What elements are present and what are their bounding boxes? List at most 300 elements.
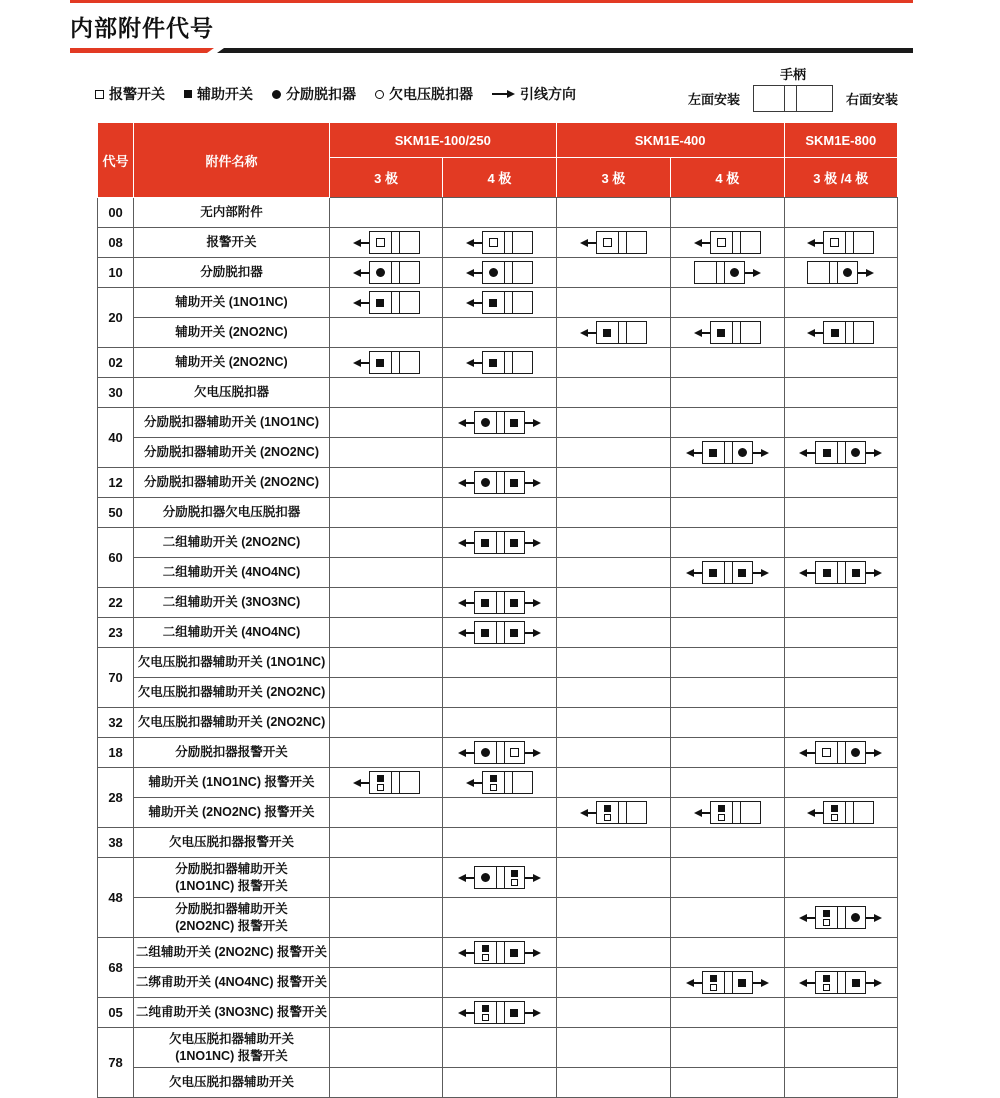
diagram-cell-3	[671, 678, 784, 708]
code-cell: 32	[98, 708, 134, 738]
diagram-cell-0	[329, 528, 442, 558]
breaker-box	[596, 321, 647, 344]
arrow-shaft	[694, 452, 702, 454]
arrow-head	[694, 239, 702, 247]
code-cell: 78	[98, 1028, 134, 1098]
box-cell-left	[816, 562, 837, 583]
arrow-head	[686, 449, 694, 457]
arrow-head	[458, 1009, 466, 1017]
lead-arrow-right-icon	[525, 629, 541, 637]
arrow-head	[761, 979, 769, 987]
table-row	[98, 1028, 898, 1068]
table-row	[98, 438, 898, 468]
arrow-head	[533, 599, 541, 607]
diagram-cell-1	[443, 618, 556, 648]
accessory-position-diagram	[458, 471, 541, 494]
table-row	[98, 898, 898, 938]
diagram-cell-3	[671, 618, 784, 648]
box-cell-left	[711, 322, 732, 343]
box-cell-right	[854, 322, 873, 343]
box-cell-left	[597, 802, 618, 823]
accessory-name-line: 无内部附件	[200, 205, 263, 220]
arrow-shaft	[492, 93, 507, 95]
arrow-head	[874, 449, 882, 457]
symbol-alarm-icon	[489, 238, 498, 247]
box-cell-right	[513, 772, 532, 793]
box-cell-right	[733, 972, 752, 993]
symbol-aux-icon	[184, 90, 192, 98]
symbol-alarm-icon	[830, 238, 839, 247]
diagram-cell-4	[784, 828, 897, 858]
symbol-alarm-icon	[95, 90, 104, 99]
symbol-aux-icon	[481, 599, 489, 607]
breaker-box	[702, 561, 753, 584]
box-cell-left	[475, 867, 496, 888]
box-cell-middle	[618, 802, 627, 823]
accessory-position-diagram	[353, 231, 420, 254]
arrow-shaft	[807, 917, 815, 919]
accessory-name-line: 分励脱扣器	[200, 265, 263, 280]
accessory-name-cell	[134, 618, 330, 648]
accessory-name-cell	[134, 678, 330, 708]
diagram-cell-4	[784, 618, 897, 648]
lead-arrow-right-icon	[866, 979, 882, 987]
lead-arrow-left-icon	[466, 269, 482, 277]
alarm-square-icon	[823, 919, 830, 926]
legend-item-arrow	[492, 84, 576, 104]
box-cell-right	[505, 592, 524, 613]
code-cell: 02	[98, 348, 134, 378]
box-cell-middle	[391, 352, 400, 373]
accessory-name-cell	[134, 378, 330, 408]
accessory-name-line: 二组辅助开关 (2NO2NC)	[162, 535, 301, 550]
diagram-cell-3	[671, 828, 784, 858]
box-cell-middle	[496, 942, 505, 963]
code-cell: 30	[98, 378, 134, 408]
diagram-cell-2	[556, 228, 670, 258]
aux-square-icon	[823, 975, 830, 982]
symbol-shunt-icon	[481, 418, 490, 427]
box-cell-left	[483, 262, 504, 283]
table-row	[98, 678, 898, 708]
lead-arrow-left-icon	[466, 239, 482, 247]
diagram-cell-0	[329, 378, 442, 408]
table-row	[98, 558, 898, 588]
diagram-cell-3	[671, 588, 784, 618]
diagram-cell-2	[556, 348, 670, 378]
code-cell: 12	[98, 468, 134, 498]
accessory-position-diagram	[694, 321, 761, 344]
arrow-shaft	[815, 812, 823, 814]
box-cell-middle	[845, 232, 854, 253]
diagram-cell-3	[671, 498, 784, 528]
arrow-shaft	[466, 752, 474, 754]
accessory-name-line: (2NO2NC) 报警开关	[175, 918, 288, 933]
arrow-shaft	[815, 332, 823, 334]
box-cell-left	[824, 322, 845, 343]
box-cell-right	[741, 802, 760, 823]
symbol-aux-icon	[717, 329, 725, 337]
box-cell-left	[816, 442, 837, 463]
box-cell-left	[475, 1002, 496, 1023]
symbol-auxalarm-icon	[718, 805, 725, 821]
diagram-cell-4	[784, 348, 897, 378]
arrow-head	[874, 569, 882, 577]
diagram-cell-1	[443, 348, 556, 378]
symbol-shunt-icon	[851, 913, 860, 922]
table-row	[98, 588, 898, 618]
box-cell-left	[711, 232, 732, 253]
box-cell-middle	[391, 262, 400, 283]
breaker-box	[702, 971, 753, 994]
lead-arrow-left-icon	[799, 979, 815, 987]
diagram-cell-3	[671, 898, 784, 938]
breaker-box	[807, 261, 858, 284]
box-cell-right	[741, 232, 760, 253]
diagram-cell-4	[784, 468, 897, 498]
lead-arrow-left-icon	[799, 914, 815, 922]
diagram-cell-0	[329, 798, 442, 828]
accessory-position-diagram	[580, 321, 647, 344]
box-cell-right	[846, 442, 865, 463]
accessory-name-cell	[134, 408, 330, 438]
diagram-cell-3	[671, 998, 784, 1028]
header-row-1	[98, 123, 898, 158]
symbol-aux-icon	[510, 479, 518, 487]
arrow-head	[753, 269, 761, 277]
arrow-head	[458, 599, 466, 607]
box-cell-right	[505, 412, 524, 433]
box-cell-left	[475, 412, 496, 433]
accessory-position-diagram	[694, 261, 761, 284]
diagram-cell-4	[784, 198, 897, 228]
arrow-head	[458, 479, 466, 487]
box-cell-left	[475, 592, 496, 613]
box-cell-middle	[845, 322, 854, 343]
diagram-cell-3	[671, 408, 784, 438]
aux-square-icon	[377, 775, 384, 782]
arrow-head	[533, 479, 541, 487]
accessory-position-diagram	[807, 321, 874, 344]
symbol-auxalarm-icon	[490, 775, 497, 791]
arrow-shaft	[525, 482, 533, 484]
box-cell-right	[627, 802, 646, 823]
alarm-square-icon	[490, 784, 497, 791]
arrow-shaft	[474, 242, 482, 244]
box-cell-middle	[504, 262, 513, 283]
lead-arrow-left-icon	[458, 629, 474, 637]
arrow-shaft	[702, 812, 710, 814]
box-cell-left	[475, 532, 496, 553]
accessory-name-cell	[134, 998, 330, 1028]
lead-arrow-right-icon	[753, 979, 769, 987]
arrow-shaft	[525, 877, 533, 879]
diagram-cell-0	[329, 618, 442, 648]
diagram-cell-1	[443, 318, 556, 348]
diagram-cell-3	[671, 768, 784, 798]
table-row	[98, 288, 898, 318]
lead-arrow-left-icon	[458, 749, 474, 757]
breaker-box	[474, 591, 525, 614]
lead-arrow-right-icon	[866, 914, 882, 922]
accessory-name-line: 分励脱扣器辅助开关	[175, 902, 288, 917]
code-cell: 08	[98, 228, 134, 258]
box-cell-left	[816, 742, 837, 763]
accessory-name-line: (1NO1NC) 报警开关	[175, 1048, 288, 1063]
accessory-name-line: 分励脱扣器辅助开关 (1NO1NC)	[143, 415, 319, 430]
arrow-shaft	[753, 572, 761, 574]
diagram-cell-2	[556, 318, 670, 348]
code-cell: 10	[98, 258, 134, 288]
lead-arrow-right-icon	[525, 539, 541, 547]
box-cell-left	[597, 322, 618, 343]
breaker-box	[474, 471, 525, 494]
box-cell-left	[597, 232, 618, 253]
breaker-box	[710, 321, 761, 344]
lead-arrow-left-icon	[807, 239, 823, 247]
accessory-position-diagram	[807, 261, 874, 284]
box-cell-middle	[837, 442, 846, 463]
table-row	[98, 738, 898, 768]
diagram-cell-2	[556, 708, 670, 738]
arrow-shaft	[525, 602, 533, 604]
accessory-position-diagram	[799, 971, 882, 994]
diagram-cell-2	[556, 828, 670, 858]
breaker-box	[369, 231, 420, 254]
arrow-shaft	[474, 362, 482, 364]
lead-arrow-left-icon	[458, 599, 474, 607]
box-cell-middle	[504, 232, 513, 253]
diagram-cell-2	[556, 618, 670, 648]
box-cell-right	[513, 262, 532, 283]
diagram-cell-0	[329, 738, 442, 768]
arrow-head	[874, 914, 882, 922]
arrow-shaft	[702, 332, 710, 334]
arrow-head	[458, 749, 466, 757]
arrow-shaft	[866, 752, 874, 754]
accessory-position-diagram	[353, 351, 420, 374]
diagram-cell-0	[329, 498, 442, 528]
diagram-cell-0	[329, 288, 442, 318]
handle-title: 手柄	[779, 67, 806, 82]
arrow-shaft	[474, 302, 482, 304]
arrow-head	[533, 749, 541, 757]
arrow-head	[458, 419, 466, 427]
table-row	[98, 938, 898, 968]
accessory-name-cell	[134, 438, 330, 468]
diagram-cell-3	[671, 228, 784, 258]
aux-square-icon	[604, 805, 611, 812]
accessory-name-cell	[134, 858, 330, 898]
arrow-head	[799, 569, 807, 577]
box-cell-right	[513, 292, 532, 313]
symbol-aux-icon	[709, 449, 717, 457]
lead-arrow-left-icon	[580, 239, 596, 247]
arrow-shaft	[702, 242, 710, 244]
lead-arrow-right-icon	[525, 599, 541, 607]
diagram-cell-2	[556, 408, 670, 438]
diagram-cell-1	[443, 468, 556, 498]
accessory-name-line: 二组辅助开关 (4NO4NC)	[162, 625, 301, 640]
box-cell-left	[370, 262, 391, 283]
diagram-cell-4	[784, 378, 897, 408]
alarm-square-icon	[482, 954, 489, 961]
header-code: 代号	[98, 123, 134, 198]
alarm-square-icon	[377, 784, 384, 791]
legend-item-uv	[375, 84, 473, 104]
box-cell-middle	[496, 622, 505, 643]
box-cell-right	[505, 1002, 524, 1023]
arrow-shaft	[525, 422, 533, 424]
table-row	[98, 648, 898, 678]
alarm-square-icon	[823, 984, 830, 991]
box-cell-middle	[829, 262, 838, 283]
arrow-head	[761, 449, 769, 457]
diagram-cell-4	[784, 498, 897, 528]
symbol-shunt-icon	[851, 448, 860, 457]
accessory-code-table	[97, 122, 898, 1098]
box-cell-middle	[391, 772, 400, 793]
diagram-cell-4	[784, 968, 897, 998]
accessory-name-line: 辅助开关 (1NO1NC) 报警开关	[148, 775, 315, 790]
breaker-box	[694, 261, 745, 284]
lead-arrow-left-icon	[466, 779, 482, 787]
arrow-shaft	[361, 782, 369, 784]
arrow-head	[533, 949, 541, 957]
table-row	[98, 318, 898, 348]
breaker-box	[474, 411, 525, 434]
diagram-cell-4	[784, 648, 897, 678]
diagram-cell-2	[556, 858, 670, 898]
aux-square-icon	[490, 775, 497, 782]
arrow-shaft	[361, 272, 369, 274]
breaker-box	[474, 621, 525, 644]
symbol-shunt-icon	[272, 90, 281, 99]
breaker-box	[369, 261, 420, 284]
box-cell-right	[505, 867, 524, 888]
arrow-head	[466, 269, 474, 277]
accessory-name-cell	[134, 1028, 330, 1068]
accessory-position-diagram	[458, 941, 541, 964]
arrow-head	[799, 979, 807, 987]
arrow-head	[694, 809, 702, 817]
box-cell-middle	[732, 322, 741, 343]
arrow-shaft	[525, 952, 533, 954]
diagram-cell-4	[784, 678, 897, 708]
symbol-shunt-icon	[481, 478, 490, 487]
box-cell-right	[846, 742, 865, 763]
arrow-head	[466, 299, 474, 307]
symbol-auxalarm-icon	[377, 775, 384, 791]
arrow-head	[694, 329, 702, 337]
lead-arrow-right-icon	[525, 749, 541, 757]
code-cell: 48	[98, 858, 134, 938]
arrow-shaft	[361, 242, 369, 244]
diagram-cell-2	[556, 798, 670, 828]
accessory-position-diagram	[458, 591, 541, 614]
box-cell-right	[505, 622, 524, 643]
handle-box-icon	[753, 85, 833, 112]
arrow-head	[533, 419, 541, 427]
box-cell-middle	[504, 772, 513, 793]
accessory-name-line: 欠电压脱扣器报警开关	[168, 835, 294, 850]
accessory-position-diagram	[694, 801, 761, 824]
accessory-name-line: 欠电压脱扣器辅助开关	[168, 1032, 294, 1047]
diagram-cell-0	[329, 968, 442, 998]
box-cell-middle	[724, 442, 733, 463]
arrow-shaft	[807, 572, 815, 574]
table-row	[98, 708, 898, 738]
diagram-cell-1	[443, 858, 556, 898]
lead-arrow-right-icon	[525, 874, 541, 882]
symbol-aux-icon	[510, 949, 518, 957]
diagram-cell-2	[556, 378, 670, 408]
symbol-aux-icon	[831, 329, 839, 337]
box-cell-left	[475, 942, 496, 963]
diagram-cell-3	[671, 648, 784, 678]
accessory-name-line: 分励脱扣器报警开关	[175, 745, 288, 760]
code-cell: 50	[98, 498, 134, 528]
accessory-name-cell	[134, 558, 330, 588]
accessory-name-cell	[134, 318, 330, 348]
accessory-name-line: 分励脱扣器辅助开关 (2NO2NC)	[143, 445, 319, 460]
arrow-head	[533, 539, 541, 547]
symbol-aux-icon	[510, 419, 518, 427]
box-cell-right	[505, 472, 524, 493]
accessory-position-diagram	[466, 231, 533, 254]
arrow-head	[353, 359, 361, 367]
lead-arrow-left-icon	[807, 809, 823, 817]
arrow-shaft	[807, 452, 815, 454]
header-pole-0-1: 4 极	[443, 158, 556, 198]
diagram-cell-2	[556, 468, 670, 498]
symbol-aux-icon	[852, 569, 860, 577]
symbol-shunt-icon	[481, 748, 490, 757]
accessory-position-diagram	[686, 441, 769, 464]
code-cell: 18	[98, 738, 134, 768]
breaker-box	[482, 261, 533, 284]
handle-row	[688, 85, 898, 112]
diagram-cell-4	[784, 708, 897, 738]
arrow-head	[580, 239, 588, 247]
diagram-cell-3	[671, 968, 784, 998]
box-cell-middle	[496, 472, 505, 493]
diagram-cell-0	[329, 318, 442, 348]
symbol-aux-icon	[489, 359, 497, 367]
diagram-cell-2	[556, 558, 670, 588]
symbol-aux-icon	[823, 449, 831, 457]
lead-arrow-left-icon	[353, 359, 369, 367]
box-cell-left	[816, 907, 837, 928]
accessory-name-line: 分励脱扣器辅助开关 (2NO2NC)	[143, 475, 319, 490]
diagram-cell-2	[556, 738, 670, 768]
arrow-head	[466, 779, 474, 787]
handle-right-mount-label: 右面安装	[846, 92, 899, 107]
arrow-head	[466, 239, 474, 247]
diagram-cell-4	[784, 408, 897, 438]
box-cell-middle	[391, 232, 400, 253]
diagram-cell-3	[671, 468, 784, 498]
accessory-name-line: 辅助开关 (2NO2NC) 报警开关	[148, 805, 315, 820]
diagram-cell-4	[784, 438, 897, 468]
box-cell-left	[703, 562, 724, 583]
breaker-box	[815, 971, 866, 994]
diagram-cell-2	[556, 938, 670, 968]
code-cell: 60	[98, 528, 134, 588]
table-row	[98, 998, 898, 1028]
diagram-cell-0	[329, 258, 442, 288]
accessory-position-diagram	[353, 291, 420, 314]
